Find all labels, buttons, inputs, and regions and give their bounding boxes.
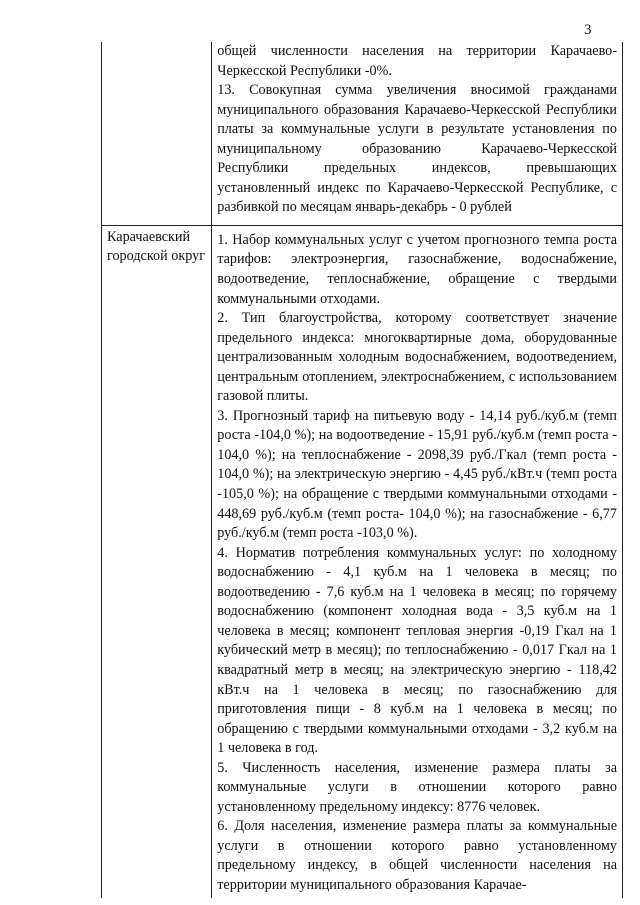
table-row <box>102 225 623 897</box>
municipality-cell: Карачаевский городской округ <box>102 225 212 897</box>
paragraph: 1. Набор коммунальных услуг с учетом прогнозного темпа роста тарифов: электроэнергия, газоснабжение, водоснабжение, водоотведение, теплоснабжение, обращение с твердыми коммунальными отходами. <box>217 231 617 307</box>
municipality-cell <box>102 42 212 225</box>
page-number: 3 <box>584 22 592 38</box>
indicators-cell <box>212 42 623 225</box>
indicators-cell <box>212 225 623 897</box>
table-row <box>102 42 623 225</box>
paragraph: 5. Численность населения, изменение размера платы за коммунальные услуги в отношении которого равно установленному предельному индексу: 8776 человек. <box>217 759 617 815</box>
municipality-table <box>101 42 623 898</box>
paragraph: 6. Доля населения, изменение размера платы за коммунальные услуги в отношении которого равно установленному предельному индексу, в общей численности населения на территории муниципального образования Карачае- <box>217 818 617 893</box>
paragraph: общей численности населения на территории Карачаево-Черкесской Республики -0%. <box>217 43 617 79</box>
paragraph: 3. Прогнозный тариф на питьевую воду - 14,14 руб./куб.м (темп роста -104,0 %); на водоотведение - 15,91 руб./куб.м (темп роста - 104,0 %); на теплоснабжение - 2098,39 руб./Гкал (темп роста - 104,0 %); на электрическую энергию - 4,45 руб./кВт.ч (темп роста -105,0 %); на обращение с твердыми коммунальными отходами - 448,69 руб./куб.м (темп роста- 104,0 %); на газоснабжение - 6,77 руб./куб.м (темп роста -103,0 %). <box>217 407 617 542</box>
paragraph: 2. Тип благоустройства, которому соответствует значение предельного индекса: многоквартирные дома, оборудованные централизованным холодным водоснабжением, водоотведением, центральным отоплением, электроснабжением, с использованием газовой плиты. <box>217 310 617 405</box>
paragraph: 13. Совокупная сумма увеличения вносимой гражданами муниципального образования Карачаево-Черкесской Республики платы за коммунальные услуги в результате установления по муниципальному образованию Карачаево-Черкесской Республики предельных индексов, превышающих установленный индекс по Карачаево-Черкесской Республике, с разбивкой по месяцам январь-декабрь - 0 рублей <box>217 82 617 216</box>
paragraph: 4. Норматив потребления коммунальных услуг: по холодному водоснабжению - 4,1 куб.м на 1 человека в месяц; по водоотведению - 7,6 куб.м на 1 человека в месяц; по горячему водоснабжению (компонент холодная вода - 3,5 куб.м на 1 человека в месяц; компонент тепловая энергия -0,19 Гкал на 1 кубический метр в месяц); по теплоснабжению - 0,017 Гкал на 1 квадратный метр в месяц; на электрическую энергию - 118,42 кВт.ч на 1 человека в месяц; по газоснабжению для приготовления пищи - 8 куб.м на 1 человека в месяц; по обращению с твердыми коммунальными отходами - 3,2 куб.м на 1 человека в год. <box>217 544 617 757</box>
